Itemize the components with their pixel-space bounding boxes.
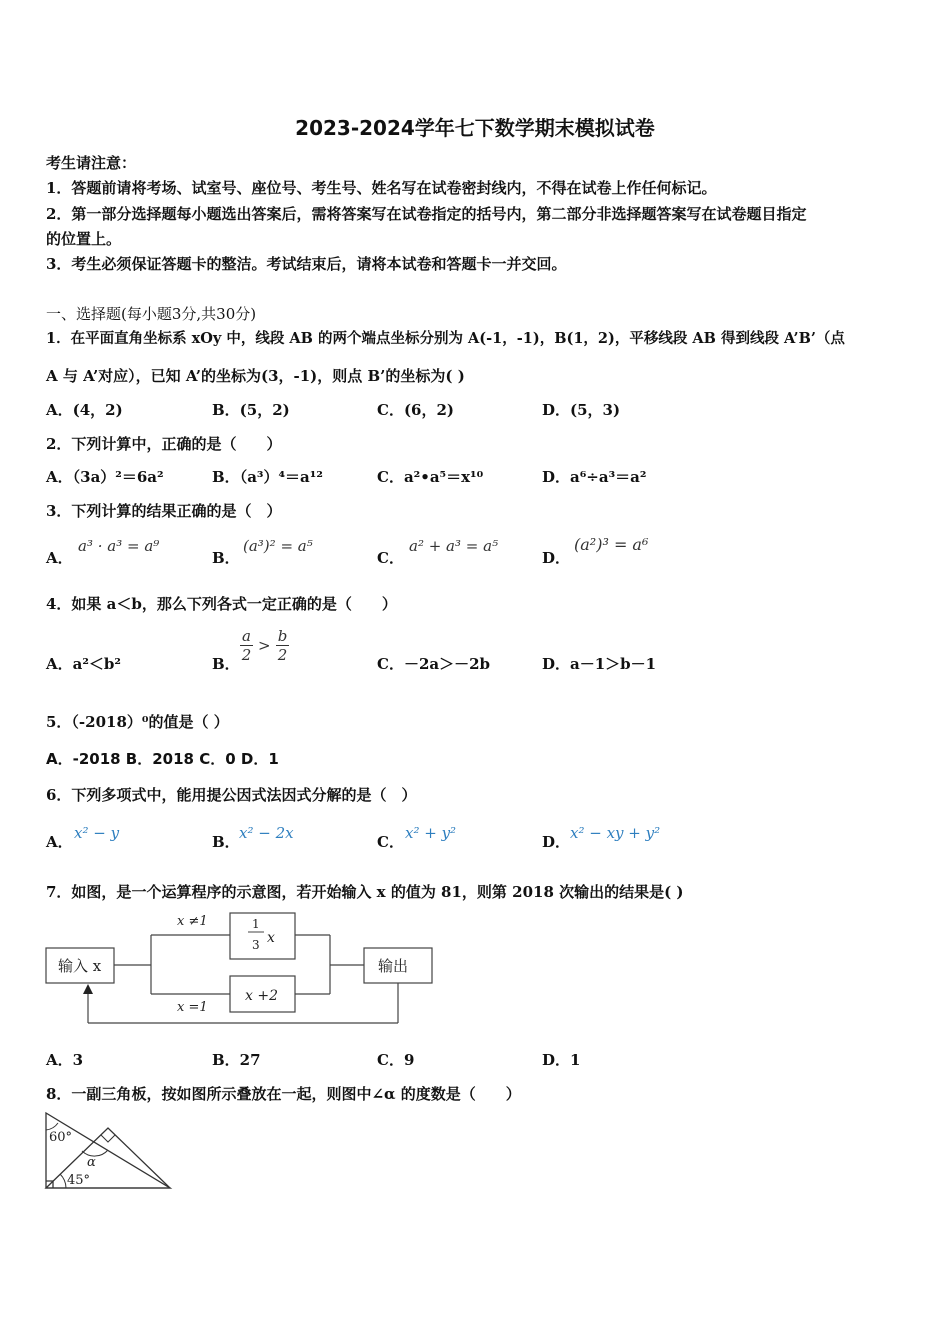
q7-option-c: C．9 <box>377 1051 415 1069</box>
q2-expr-d: a⁶÷a³＝a² <box>570 468 647 486</box>
angle-45-label: 45° <box>67 1173 91 1188</box>
divide-box <box>230 913 295 959</box>
q1-option-c: C．(6，2) <box>377 401 455 419</box>
add-two-expr: x +2 <box>245 988 278 1004</box>
q4-frac-left: $\frac{a}{2}$ <box>241 627 252 664</box>
q1-stem-line2: A 与 A’对应），已知 A’的坐标为(3，-1)，则点 B’的坐标为( ) <box>46 367 465 385</box>
notice-item-2: 2．第一部分选择题每小题选出答案后，需将答案写在试卷指定的括号内，第二部分非选择题答案写在试卷题目指定 <box>46 205 807 223</box>
q1-option-d: D．(5，3) <box>542 401 621 419</box>
q3-label-a: A． <box>46 549 73 567</box>
cond-one: x =1 <box>177 1000 208 1015</box>
q5-stem: 5．（-2018）⁰的值是（ ） <box>46 713 229 731</box>
frac-denominator: 3 <box>252 938 260 952</box>
angle-arc-60 <box>46 1123 58 1130</box>
cond-not-one: x ≠1 <box>177 914 208 929</box>
q7-option-a: A．3 <box>46 1051 84 1069</box>
q3-label-b: B． <box>212 549 240 567</box>
output-label: 输出 <box>378 957 409 975</box>
q4-option-c: C．－2a＞－2b <box>377 655 491 673</box>
q8-stem: 8．一副三角板，按如图所示叠放在一起，则图中∠α 的度数是（ ） <box>46 1085 521 1103</box>
q4-expr-c: －2a＞－2b <box>403 655 491 673</box>
notice-heading: 考生请注意： <box>46 154 137 172</box>
arrow-up-icon <box>83 984 93 994</box>
input-label: 输入 x <box>58 957 102 975</box>
q8-triangle-diagram <box>44 1110 174 1192</box>
q1-option-b: B．(5，2) <box>212 401 290 419</box>
q4-option-a: A．a²＜b² <box>46 655 121 673</box>
page-title: 2023-2024学年七下数学期末模拟试卷 <box>295 116 655 140</box>
q7-option-b: B．27 <box>212 1051 261 1069</box>
q2-option-b: B．（a³）⁴＝a¹² <box>212 468 323 486</box>
q5-options: A．-2018 B．2018 C．0 D．1 <box>46 750 279 768</box>
q6-expr-b: x² − 2x <box>239 824 294 842</box>
q7-stem: 7．如图，是一个运算程序的示意图，若开始输入 x 的值为 81，则第 2018 次输出的结果是( ) <box>46 883 684 901</box>
q2-option-a: A．（3a）²＝6a² <box>46 468 164 486</box>
angle-60-label: 60° <box>49 1130 73 1145</box>
q4-frac-right: $\frac{b}{2}$ <box>277 627 288 664</box>
frac-numerator: 1 <box>252 917 260 931</box>
q6-label-a: A． <box>46 833 73 851</box>
q3-label-c: C． <box>377 549 404 567</box>
q3-stem: 3．下列计算的结果正确的是（ ） <box>46 502 282 520</box>
q4-stem: 4．如果 a＜b，那么下列各式一定正确的是（ ） <box>46 595 397 613</box>
frac-variable: x <box>267 930 275 946</box>
q6-label-d: D． <box>542 833 571 851</box>
angle-arc-45 <box>60 1174 66 1188</box>
notice-item-3: 3．考生必须保证答题卡的整洁。考试结束后，请将本试卷和答题卡一并交回。 <box>46 255 567 273</box>
q3-expr-a: a³ · a³ = a⁹ <box>78 537 160 555</box>
notice-item-1: 1．答题前请将考场、试室号、座位号、考生号、姓名写在试卷密封线内，不得在试卷上作任何标记。 <box>46 179 717 197</box>
q2-expr-a: （3a）²＝6a² <box>72 468 164 486</box>
q3-label-d: D． <box>542 549 571 567</box>
q2-option-c: C．a²•a⁵＝x¹⁰ <box>377 468 484 486</box>
q4-expr-b: $\frac{a}{2}$ > $\frac{b}{2}$ <box>241 627 288 664</box>
notice-item-2-cont: 的位置上。 <box>46 230 122 248</box>
q6-stem: 6．下列多项式中，能用提公因式法因式分解的是（ ） <box>46 786 417 804</box>
q3-expr-b: (a³)² = a⁵ <box>243 537 313 555</box>
q6-expr-c: x² + y² <box>405 824 457 842</box>
q3-expr-d: (a²)³ = a⁶ <box>574 535 649 554</box>
q7-option-d: D．1 <box>542 1051 581 1069</box>
q2-stem: 2．下列计算中，正确的是（ ） <box>46 435 282 453</box>
q1-option-a: A．(4，2) <box>46 401 123 419</box>
section-heading: 一、选择题(每小题3分,共30分) <box>46 305 257 323</box>
q6-expr-a: x² − y <box>74 824 120 842</box>
q7-flow-diagram <box>44 908 436 1030</box>
right-angle-marker-top <box>101 1135 115 1142</box>
q4-expr-d: a－1＞b－1 <box>570 655 657 673</box>
q4-option-d: D．a－1＞b－1 <box>542 655 657 673</box>
q2-option-d: D．a⁶÷a³＝a² <box>542 468 647 486</box>
q4-expr-a: a²＜b² <box>72 655 121 673</box>
angle-alpha-label: α <box>87 1155 96 1170</box>
q3-expr-c: a² + a³ = a⁵ <box>409 537 499 555</box>
q6-expr-d: x² − xy + y² <box>570 824 661 842</box>
q2-expr-c: a²•a⁵＝x¹⁰ <box>403 468 484 486</box>
q6-label-c: C． <box>377 833 404 851</box>
q1-stem-line1: 1．在平面直角坐标系 xOy 中，线段 AB 的两个端点坐标分别为 A(-1，-1)，B(1，2)，平移线段 AB 得到线段 A’B’（点 <box>46 330 845 347</box>
q4-label-b: B． <box>212 655 240 673</box>
q2-expr-b: （a³）⁴＝a¹² <box>239 468 323 486</box>
q6-label-b: B． <box>212 833 240 851</box>
